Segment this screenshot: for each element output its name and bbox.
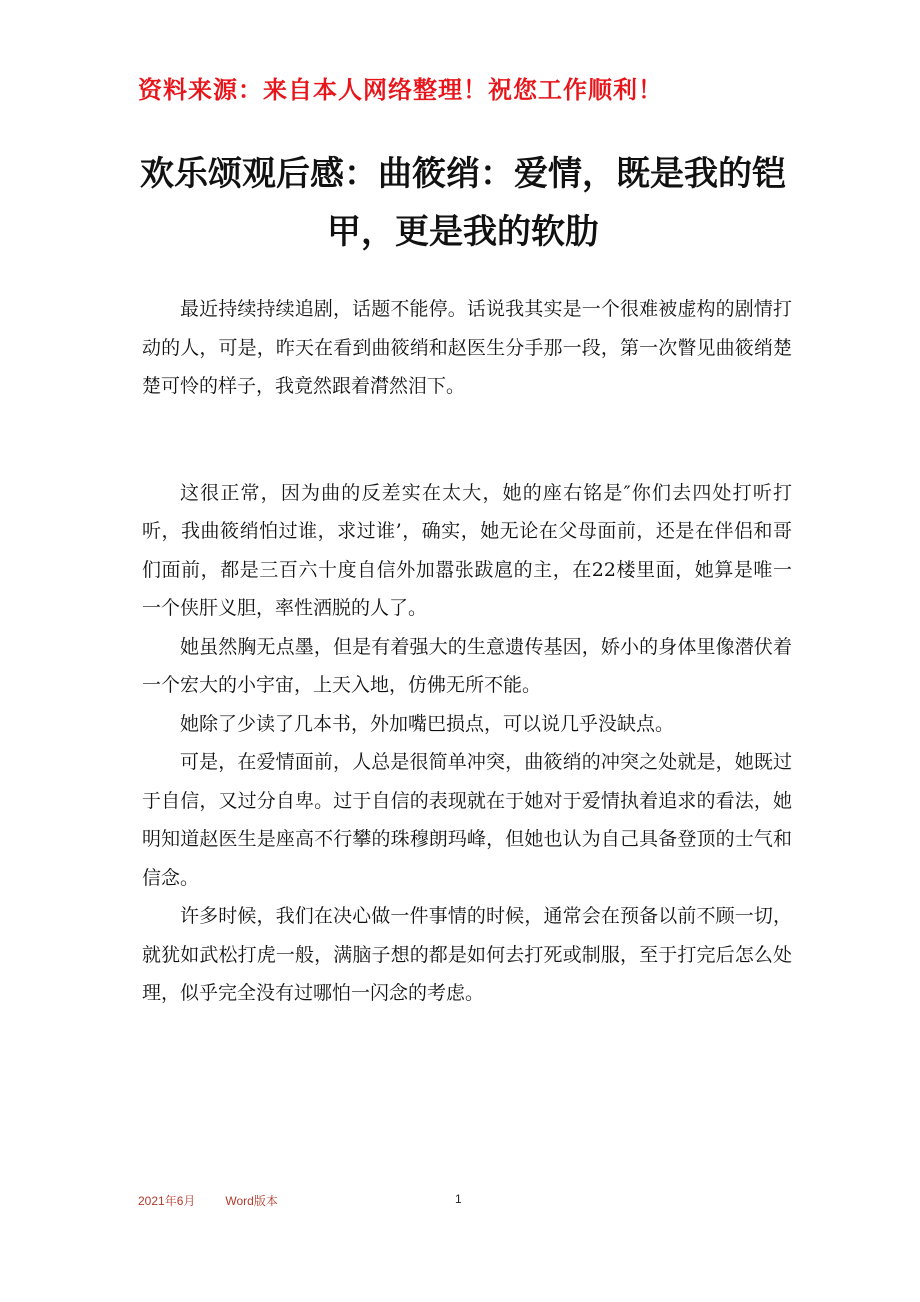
document-body [142, 290, 792, 1013]
paragraph: 她虽然胸无点墨，但是有着强大的生意遗传基因，娇小的身体里像潜伏着一个宏大的小宇宙，上天入地，仿佛无所不能。 [142, 635, 792, 696]
page-number: 1 [455, 1192, 462, 1206]
paragraph: 许多时候，我们在决心做一件事情的时候，通常会在预备以前不顾一切，就犹如武松打虎一般，满脑子想的都是如何去打死或制服，至于打完后怎么处理，似乎完全没有过哪怕一闪念的考虑。 [142, 905, 792, 1004]
paragraph: 可是，在爱情面前，人总是很简单冲突，曲筱绡的冲突之处就是，她既过于自信，又过分自卑。过于自信的表现就在于她对于爱情执着追求的看法，她明知道赵医生是座高不行攀的珠穆朗玛峰，但她也认为自己具备登顶的士气和信念。 [142, 751, 792, 889]
paragraph: 她除了少读了几本书，外加嘴巴损点，可以说几乎没缺点。 [180, 712, 675, 735]
paragraph: 这很正常，因为曲的反差实在太大，她的座右铭是″你们去四处打听打听，我曲筱绡怕过谁，求过谁’，确实，她无论在父母面前，还是在伴侣和哥们面前，都是三百六十度自信外加嚣张跋扈的主，在22楼里面，她算是唯一一个侠肝义胆，率性洒脱的人了。 [142, 481, 792, 619]
source-notice: 资料来源：来自本人网络整理！祝您工作顺利！ [138, 76, 663, 104]
paragraph: 最近持续持续追剧，话题不能停。话说我其实是一个很难被虚构的剧情打动的人，可是，昨天在看到曲筱绡和赵医生分手那一段，第一次瞥见曲筱绡楚楚可怜的样子，我竟然跟着潸然泪下。 [142, 298, 792, 397]
document-title: 欢乐颂观后感：曲筱绡：爱情，既是我的铠甲，更是我的软肋 [140, 154, 786, 252]
footer-date: 2021年6月 [138, 1194, 196, 1208]
footer-version: Word版本 [225, 1194, 278, 1208]
page-footer [138, 1192, 278, 1209]
